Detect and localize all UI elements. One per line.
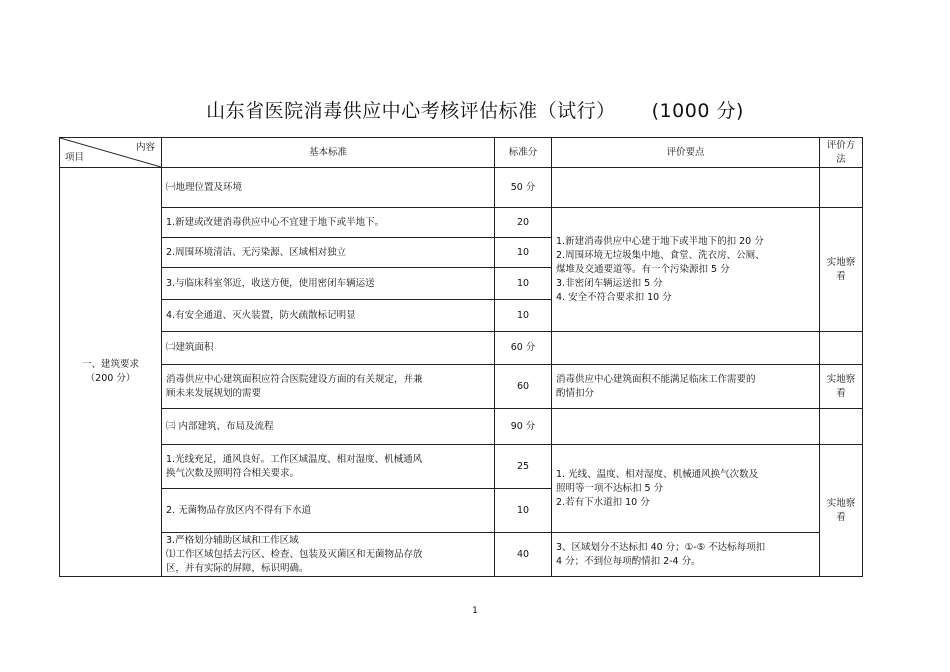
empty-cell: [552, 168, 820, 208]
table-row: [60, 168, 863, 208]
header-content-label: 内容: [135, 142, 155, 153]
standard-text: 1.新建或改建消毒供应中心不宜建于地下或半地下。: [162, 208, 495, 238]
section-cell: [60, 168, 162, 577]
evaluation-line: 2.周围环境无垃圾集中地、食堂、洗衣房、公厕、: [556, 249, 765, 261]
empty-cell: [820, 332, 863, 365]
standard-score: 25: [495, 445, 552, 489]
title-total-score: (1000 分): [651, 100, 744, 122]
evaluation-line: 1.新建消毒供应中心建于地下或半地下的扣 20 分: [556, 235, 764, 247]
subsection-label: ㈢ 内部建筑、布局及流程: [162, 409, 495, 445]
evaluation-line: 4 分；不到位每项酌情扣 2-4 分。: [556, 555, 701, 567]
evaluation-points: [552, 208, 820, 332]
empty-cell: [820, 168, 863, 208]
subsection-label: ㈠地理位置及环境: [162, 168, 495, 208]
evaluation-line: 照明等一项不达标扣 5 分: [556, 482, 664, 494]
header-diagonal-cell: [60, 138, 162, 168]
table-row: [60, 445, 863, 489]
subsection-score: 90 分: [495, 409, 552, 445]
empty-cell: [552, 409, 820, 445]
standard-score: 10: [495, 268, 552, 300]
standard-score: 60: [495, 365, 552, 409]
table-row: [60, 409, 863, 445]
standard-line: 消毒供应中心建筑面积应符合医院建设方面的有关规定，并兼: [166, 373, 423, 385]
standard-line: 顾未来发展规划的需要: [166, 387, 262, 399]
table-row: [60, 533, 863, 577]
evaluation-points: [552, 365, 820, 409]
header-row: [60, 138, 863, 168]
header-basic-standard: 基本标准: [162, 138, 495, 168]
evaluation-line: 煤堆及交通要道等。有一个污染源扣 5 分: [556, 263, 730, 275]
table-row: [60, 332, 863, 365]
table-row: [60, 208, 863, 238]
standard-text: [162, 445, 495, 489]
table-row: [60, 365, 863, 409]
standard-score: 20: [495, 208, 552, 238]
subsection-label: ㈡建筑面积: [162, 332, 495, 365]
evaluation-points: [552, 445, 820, 533]
assessment-table: [59, 137, 863, 577]
standard-line: ⑴工作区域包括去污区、检查、包装及灭菌区和无菌物品存放: [166, 548, 423, 560]
empty-cell: [820, 409, 863, 445]
section-score: （200 分）: [85, 373, 136, 384]
evaluation-line: 4. 安全不符合要求扣 10 分: [556, 291, 672, 303]
evaluation-method: 实地察看: [820, 365, 863, 409]
evaluation-line: 3、区域划分不达标扣 40 分；①-⑤ 不达标每项扣: [556, 541, 766, 553]
header-evaluation-points: 评价要点: [552, 138, 820, 168]
standard-text: 2.周围环境清洁、无污染源、区域相对独立: [162, 238, 495, 268]
subsection-score: 60 分: [495, 332, 552, 365]
header-evaluation-method: 评价方法: [820, 138, 863, 168]
standard-line: 换气次数及照明符合相关要求。: [166, 467, 300, 479]
empty-cell: [552, 332, 820, 365]
standard-text: [162, 365, 495, 409]
evaluation-line: 1. 光线、温度、相对湿度、机械通风换气次数及: [556, 468, 759, 480]
standard-text: 3.与临床科室邻近，收送方便，使用密闭车辆运送: [162, 268, 495, 300]
section-name: 一、建筑要求: [81, 359, 139, 370]
evaluation-line: 消毒供应中心建筑面积不能满足临床工作需要的: [556, 373, 756, 385]
header-item-label: 项目: [65, 152, 85, 163]
subsection-score: 50 分: [495, 168, 552, 208]
standard-score: 40: [495, 533, 552, 577]
standard-line: 1.光线充足，通风良好。工作区域温度、相对湿度、机械通风: [166, 453, 423, 465]
evaluation-method: 实地察看: [820, 445, 863, 577]
page-number: 1: [472, 606, 478, 616]
evaluation-points: [552, 533, 820, 577]
standard-text: 4.有安全通道、灭火装置，防火疏散标记明显: [162, 300, 495, 332]
standard-score: 10: [495, 300, 552, 332]
standard-score: 10: [495, 238, 552, 268]
evaluation-line: 2.若有下水道扣 10 分: [556, 496, 650, 508]
title-text: 山东省医院消毒供应中心考核评估标准（试行）: [206, 100, 616, 122]
evaluation-method: 实地察看: [820, 208, 863, 332]
evaluation-line: 3.非密闭车辆运送扣 5 分: [556, 277, 663, 289]
standard-text: 2. 无菌物品存放区内不得有下水道: [162, 489, 495, 533]
standard-line: 3.严格划分辅助区域和工作区域: [166, 534, 299, 546]
header-standard-score: 标准分: [495, 138, 552, 168]
evaluation-line: 酌情扣分: [556, 387, 595, 399]
document-title: [0, 96, 950, 123]
standard-score: 10: [495, 489, 552, 533]
standard-line: 区，并有实际的屏障，标识明确。: [166, 562, 309, 574]
standard-text: [162, 533, 495, 577]
